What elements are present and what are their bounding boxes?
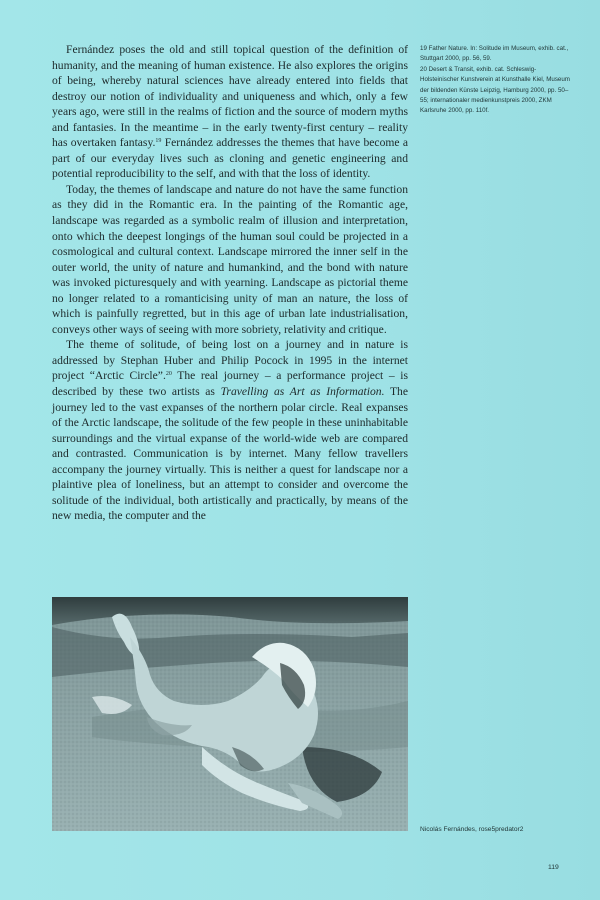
footnote-20: 20 Desert & Transit, exhib. cat. Schleswig-Holsteinischer Kunstverein at Kunsthalle Kiel, Museum der bildenden Künste Leipzig, Hamburg 2000, pp. 50–55; internationaler medienkunstpreis 2000, ZKM Karlsruhe 2000, pp. 110f.	[420, 65, 570, 115]
footnote-ref-19[interactable]: 19	[155, 138, 162, 145]
footnotes-column	[420, 44, 570, 117]
photo-caption: Nicolás Fernándes, rose5predator2	[420, 826, 524, 833]
project-title: Travelling as Art as Information.	[220, 385, 385, 399]
sculpture-on-lawn-image	[52, 597, 408, 831]
main-text-column	[52, 42, 408, 524]
artwork-photo	[52, 597, 408, 831]
paragraph-2: Today, the themes of landscape and nature do not have the same function as they did in the Romantic era. In the painting of the Romantic age, landscape was regarded as a symbolic realm of illusion and interpretation, onto which the deepest longings of the human soul could be projected in a cosmological and cultural context. Landscape mirrored the inner self in the outer world, the unity of nature and humankind, and the bond with nature was invoked picturesquely and with yearning. Landscape as pictorial theme no longer related to a romanticising unity of man an nature, the loss of which is painfully regretted, but in this age of urban late industrialisation, conveys other ways of seeing with more sobriety, relativity and critique.	[52, 182, 408, 336]
paragraph-1: Fernández poses the old and still topical question of the definition of humanity, and the meaning of human existence. He also explores the origins of being, whereby natural sciences have already entered into fields that destroy our notion of individuality and uniqueness and which, only a few years ago, were still in the realms of fiction and the source of modern myths and fantasies. In the meantime – in the early twenty-first century – reality has overtaken fantasy.$^{19}$ Fernández addresses the themes that have become a part of our everyday lives such as cloning and genetic engineering and potential reproducibility to the self, and with that the loss of identity.	[52, 43, 408, 181]
page-number: 119	[548, 864, 559, 871]
footnote-ref-20[interactable]: 20	[165, 371, 172, 378]
paragraph-3: The theme of solitude, of being lost on a journey and in nature is addressed by Stephan Huber and Philip Pocock in 1995 in the internet project “Arctic Circle”.$^{20}$ The real journey – a performance project – is described by these two artists as Travelling as Art as Information. The journey led to the vast expanses of the northern polar circle. Real expanses of the Arctic landscape, the solitude of the few people in these uninhabitable surroundings and the virtual expanse of the world-wide web are compared and contrasted. Communication is by internet. Many fellow travellers accompany the journey virtually. This is neither a quest for landscape nor a plaintive plea of loneliness, but an attempt to consider and overcome the solitude of the individual, both artistically and practically, by means of the new media, the computer and the	[52, 338, 408, 523]
footnote-19: 19 Father Nature. In: Solitude im Museum, exhib. cat., Stuttgart 2000, pp. 56, 59.	[420, 45, 569, 63]
